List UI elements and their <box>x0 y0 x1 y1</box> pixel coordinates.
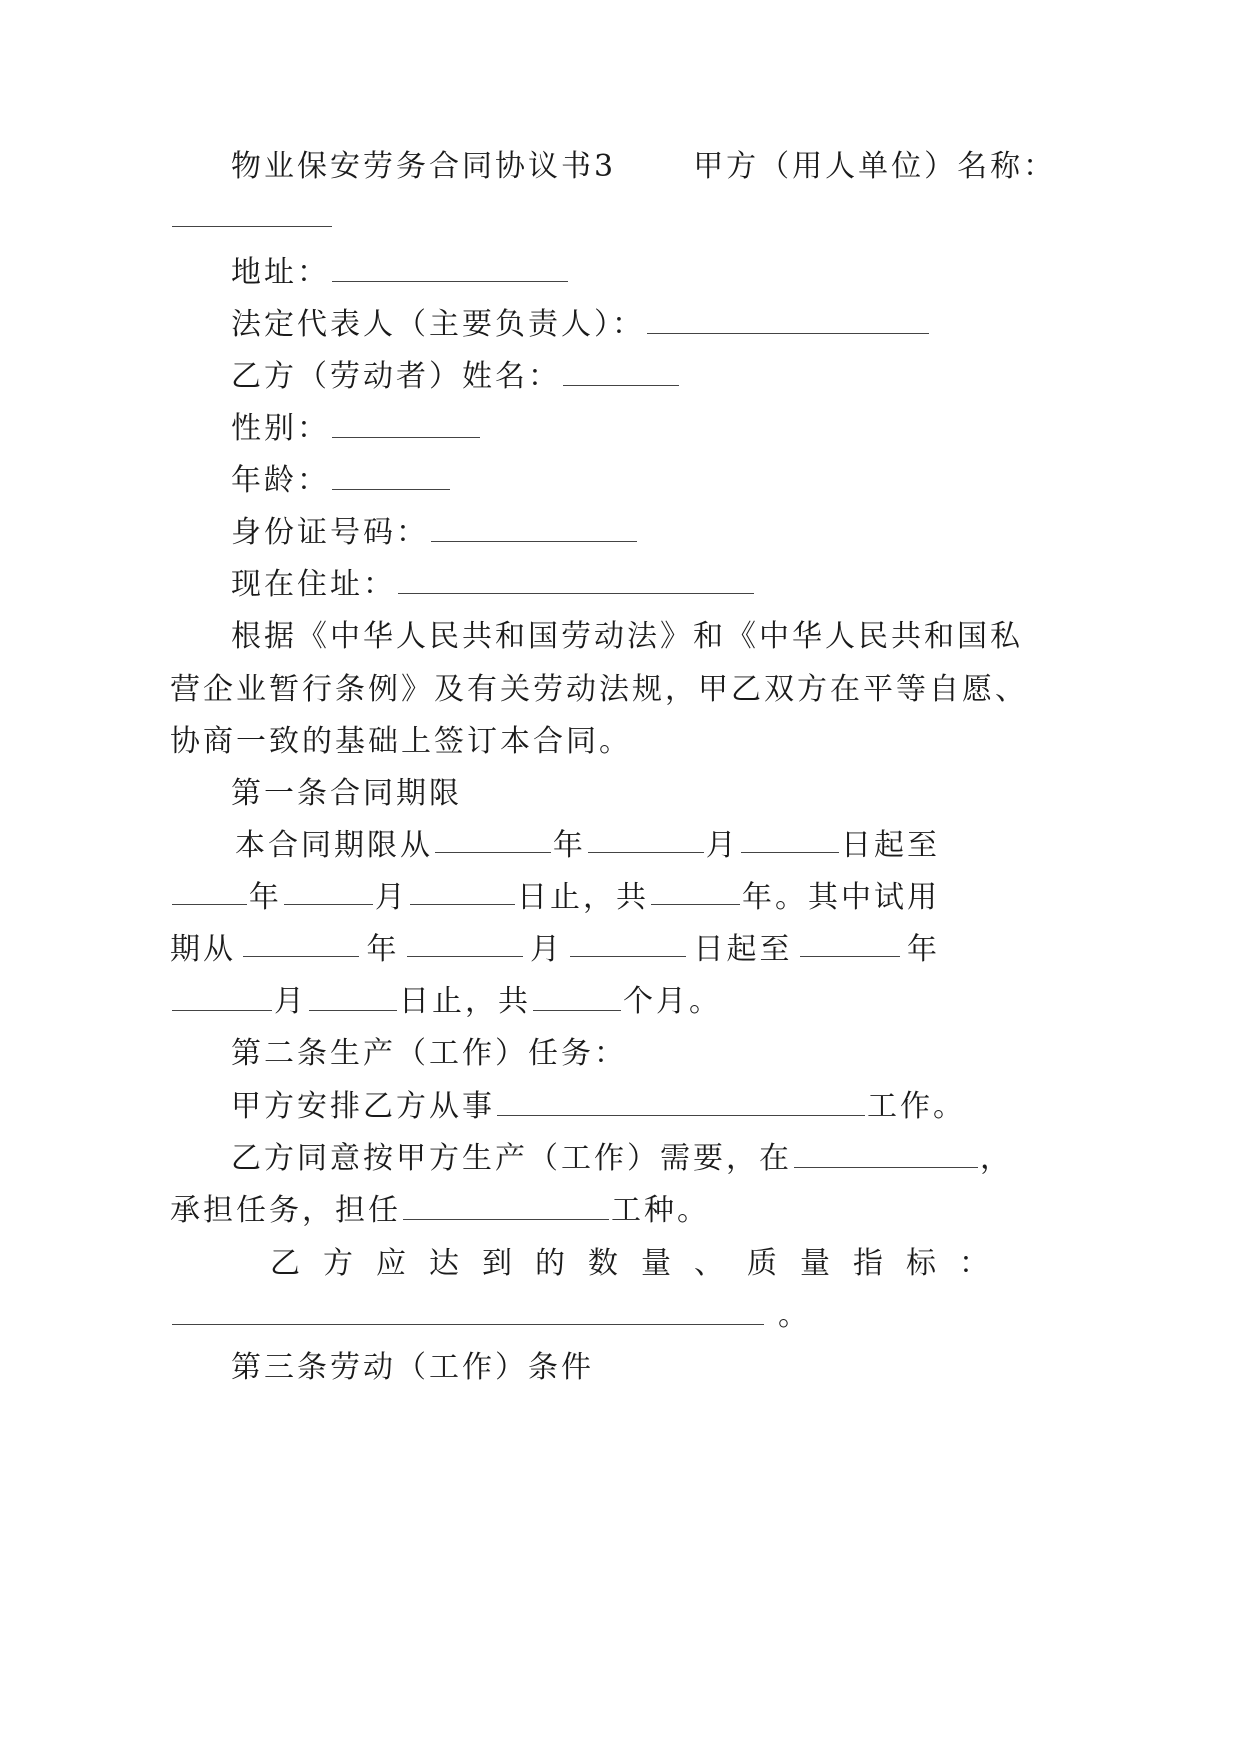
probation-start-day-blank <box>570 930 686 957</box>
years-probation-label: 年。其中试用 <box>742 880 941 915</box>
job-type-blank <box>403 1193 609 1220</box>
article-1-heading: 第一条合同期限 <box>231 776 462 811</box>
document-title: 物业保安劳务合同协议书3 <box>231 149 617 184</box>
address-line <box>231 253 570 293</box>
term-line-4 <box>170 982 722 1022</box>
month-label: 月 <box>274 984 307 1019</box>
id-number-line <box>231 513 639 553</box>
article-3-heading: 第三条劳动（工作）条件 <box>231 1350 594 1385</box>
term-end-year-blank <box>172 878 247 905</box>
work-location-blank <box>794 1141 978 1168</box>
term-start-year-blank <box>435 826 551 853</box>
quota-label: 乙方应达到的数量、质量指标： <box>270 1246 1012 1281</box>
quota-blank-line <box>170 1296 811 1336</box>
probation-start-month-blank <box>407 930 523 957</box>
job-type-label: 工种。 <box>611 1193 710 1228</box>
legal-rep-line <box>231 305 931 345</box>
work-assignment-label: 甲方安排乙方从事 <box>231 1089 495 1124</box>
probation-end-day-blank <box>309 984 397 1011</box>
party-a-name-blank <box>172 200 332 227</box>
month-label: 月 <box>530 932 563 967</box>
term-start-month-blank <box>588 826 704 853</box>
month-label: 月 <box>705 828 739 863</box>
probation-from-label: 期从 <box>170 932 236 967</box>
article-2-heading: 第二条生产（工作）任务： <box>231 1036 627 1071</box>
term-line-2 <box>170 878 940 918</box>
day-end-total-label: 日止，共 <box>399 984 531 1019</box>
party-b-name-label: 乙方（劳动者）姓名： <box>231 359 561 394</box>
quota-blank <box>172 1298 764 1325</box>
age-label: 年龄： <box>231 463 330 498</box>
party-b-name-blank <box>563 359 679 386</box>
work-assignment-line <box>231 1087 966 1127</box>
work-assignment-blank <box>497 1089 865 1116</box>
party-b-name-line <box>231 357 681 397</box>
legal-rep-label: 法定代表人（主要负责人）： <box>231 307 645 342</box>
term-line-1 <box>235 826 940 866</box>
gender-line <box>231 409 482 449</box>
quota-line <box>270 1244 1012 1284</box>
job-task-label: 承担任务，担任 <box>170 1193 401 1228</box>
agreement-label: 乙方同意按甲方生产（工作）需要，在 <box>231 1141 792 1176</box>
year-label: 年 <box>907 932 940 967</box>
term-end-day-blank <box>410 878 515 905</box>
preamble-line-1: 根据《中华人民共和国劳动法》和《中华人民共和国私 <box>231 619 1023 654</box>
gender-blank <box>332 411 480 438</box>
gender-label: 性别： <box>231 411 330 446</box>
preamble-line-2: 营企业暂行条例》及有关劳动法规，甲乙双方在平等自愿、 <box>170 672 1028 707</box>
legal-rep-blank <box>647 307 929 334</box>
address-label: 地址： <box>231 255 330 290</box>
term-total-years-blank <box>651 878 740 905</box>
id-number-blank <box>431 515 637 542</box>
age-blank <box>332 463 450 490</box>
probation-end-month-blank <box>172 984 272 1011</box>
probation-total-months-blank <box>533 984 621 1011</box>
residence-label: 现在住址： <box>231 567 396 602</box>
residence-blank <box>398 567 754 594</box>
term-end-month-blank <box>284 878 373 905</box>
year-label: 年 <box>248 880 282 915</box>
period: 。 <box>778 1298 811 1333</box>
preamble-line-3: 协商一致的基础上签订本合同。 <box>170 724 632 759</box>
job-type-line <box>170 1191 710 1231</box>
year-label: 年 <box>366 932 400 967</box>
month-label: 月 <box>374 880 408 915</box>
term-start-day-blank <box>741 826 839 853</box>
address-blank <box>332 255 568 282</box>
day-end-total-label: 日止，共 <box>516 880 649 915</box>
day-from-to-label: 日起至 <box>841 828 940 863</box>
probation-end-year-blank <box>800 930 900 957</box>
probation-start-year-blank <box>243 930 359 957</box>
year-label: 年 <box>552 828 586 863</box>
term-line-3 <box>170 930 940 970</box>
age-line <box>231 461 452 501</box>
day-from-to-label: 日起至 <box>693 932 793 967</box>
party-a-name-line <box>170 198 334 238</box>
residence-line <box>231 565 756 605</box>
title-line <box>231 147 1056 187</box>
agreement-line <box>231 1139 1013 1179</box>
comma: ， <box>980 1141 1013 1176</box>
party-a-name-label: 甲方（用人单位）名称： <box>693 149 1057 184</box>
months-label: 个月。 <box>623 984 722 1019</box>
work-label: 工作。 <box>867 1089 966 1124</box>
term-from-label: 本合同期限从 <box>235 828 433 863</box>
id-number-label: 身份证号码： <box>231 515 429 550</box>
